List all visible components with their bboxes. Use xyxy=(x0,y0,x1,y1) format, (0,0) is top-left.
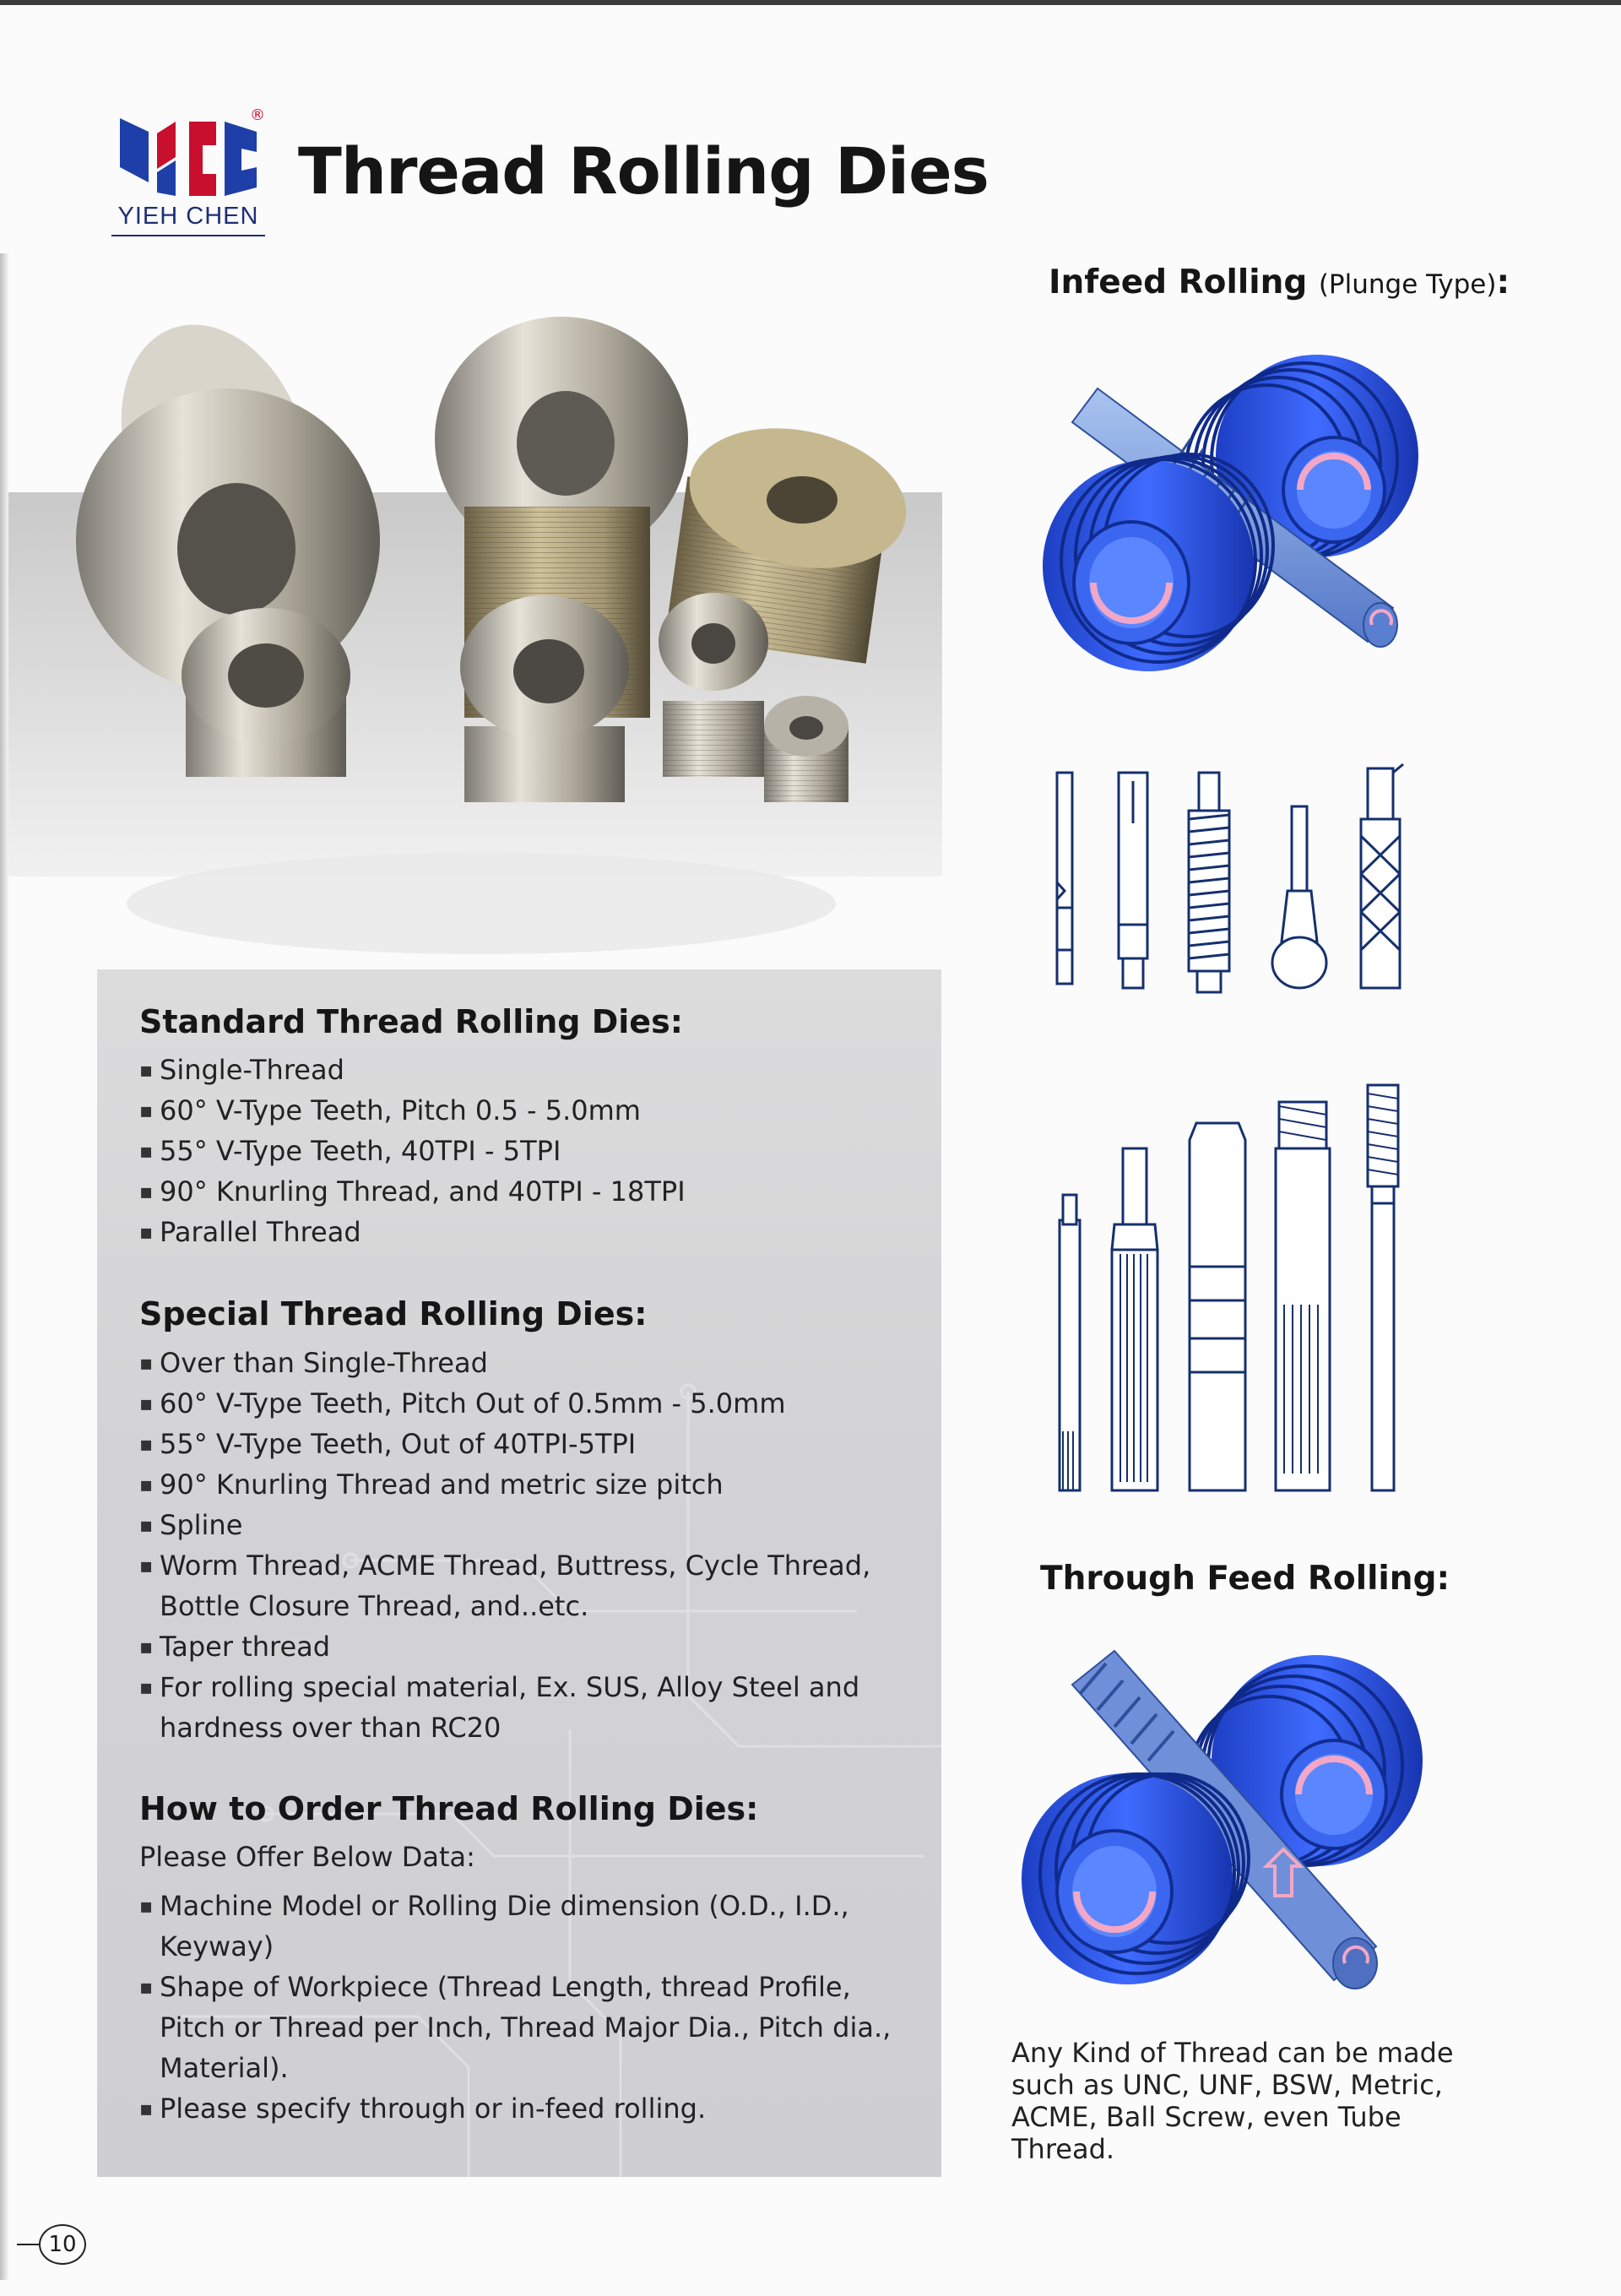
list-item: ▪ Please specify through or in-feed rolling. xyxy=(139,2088,924,2129)
specification-panel xyxy=(97,969,941,2177)
standard-dies-list xyxy=(139,1050,924,1252)
page-number xyxy=(17,2216,76,2266)
infeed-title-colon: : xyxy=(1496,263,1510,301)
page-number-value: 10 xyxy=(39,2224,86,2265)
page-edge-shadow xyxy=(0,253,8,2280)
through-feed-rolling-title: Through Feed Rolling: xyxy=(1040,1560,1450,1598)
page-number-rule xyxy=(17,2244,41,2245)
infeed-rolling-diagram xyxy=(1022,355,1444,692)
list-item: ▪ 55° V-Type Teeth, 40TPI - 5TPI xyxy=(139,1131,924,1171)
special-dies-title: Special Thread Rolling Dies: xyxy=(139,1295,648,1333)
top-border xyxy=(0,0,1621,5)
infeed-rolling-title xyxy=(1049,263,1510,301)
logo-underline xyxy=(111,235,265,236)
thread-types-note: Any Kind of Thread can be made such as UNC, UNF, BSW, Metric, ACME, Ball Screw, even Tube Thread. xyxy=(1011,2037,1454,2165)
infeed-title-main: Infeed Rolling xyxy=(1049,263,1308,301)
infeed-title-sub: (Plunge Type) xyxy=(1318,269,1497,300)
order-intro: Please Offer Below Data: xyxy=(139,1841,475,1873)
page-title: Thread Rolling Dies xyxy=(298,133,989,209)
list-item: ▪ Over than Single-Thread xyxy=(139,1343,924,1383)
list-item: ▪ 90° Knurling Thread and metric size pitch xyxy=(139,1464,924,1505)
list-item: ▪ Shape of Workpiece (Thread Length, thread Profile, Pitch or Thread per Inch, Thread Major Dia., Pitch dia., Material). xyxy=(139,1967,924,2088)
special-dies-list xyxy=(139,1343,924,1748)
list-item: ▪ 60° V-Type Teeth, Pitch 0.5 - 5.0mm xyxy=(139,1090,924,1131)
standard-dies-title: Standard Thread Rolling Dies: xyxy=(139,1003,683,1040)
yieh-chen-logo xyxy=(108,108,268,243)
thread-rolling-dies-photo xyxy=(8,279,946,971)
list-item: ▪ Taper thread xyxy=(139,1626,924,1667)
list-item: ▪ Machine Model or Rolling Die dimension (O.D., I.D., Keyway) xyxy=(139,1886,924,1967)
list-item: ▪ 55° V-Type Teeth, Out of 40TPI-5TPI xyxy=(139,1424,924,1464)
list-item: ▪ 60° V-Type Teeth, Pitch Out of 0.5mm - 5.0mm xyxy=(139,1383,924,1424)
workpiece-examples-row1 xyxy=(1038,756,1427,1009)
how-to-order-title: How to Order Thread Rolling Dies: xyxy=(139,1790,759,1827)
order-list xyxy=(139,1886,924,2129)
list-item: ▪ Spline xyxy=(139,1505,924,1545)
workpiece-examples-row2 xyxy=(1043,1068,1414,1495)
list-item: ▪ 90° Knurling Thread, and 40TPI - 18TPI xyxy=(139,1171,924,1212)
list-item: ▪ For rolling special material, Ex. SUS, Alloy Steel and hardness over than RC20 xyxy=(139,1667,924,1748)
list-item: ▪ Worm Thread, ACME Thread, Buttress, Cycle Thread, Bottle Closure Thread, and..etc. xyxy=(139,1545,924,1626)
registered-mark: ® xyxy=(250,106,265,124)
through-feed-rolling-diagram xyxy=(1013,1634,1452,1997)
list-item: ▪ Single-Thread xyxy=(139,1050,924,1090)
logo-text: YIEH CHEN xyxy=(117,203,259,230)
list-item: ▪ Parallel Thread xyxy=(139,1212,924,1252)
